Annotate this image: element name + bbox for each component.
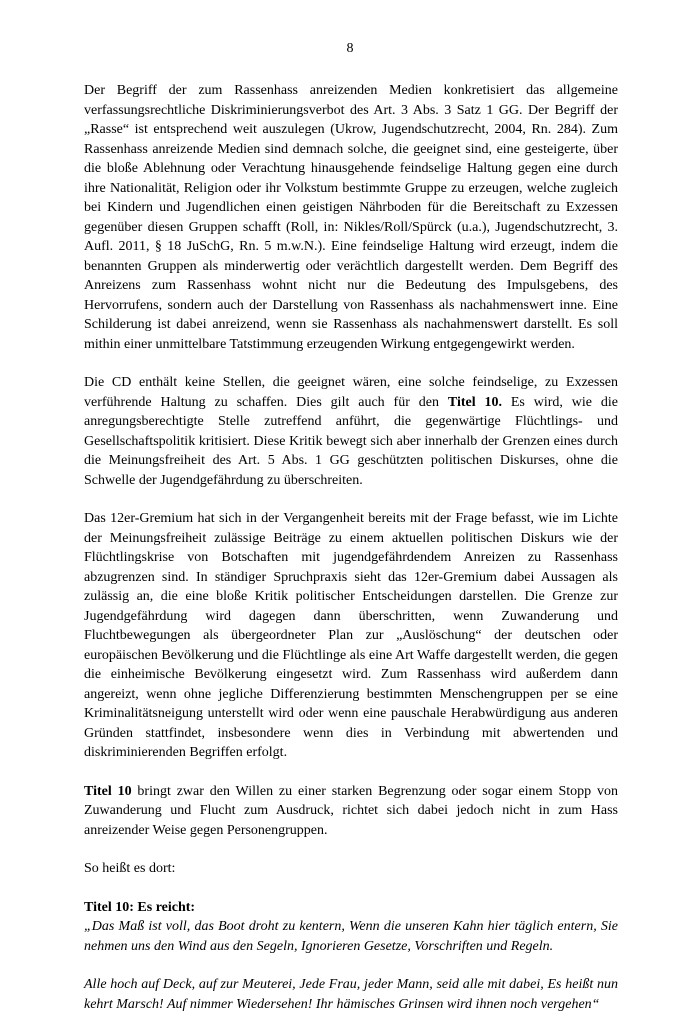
paragraph-text: Es wird, wie die anregungsberechtigte Stelle zutreffend anführt, die gegenwärtige Flüchtlings- und Gesellschaftspolitik kritisiert. Diese Kritik bewegt sich aber innerhalb der Grenzen eines durch die Meinungsfreiheit des Art. 5 Abs. 1 GG geschützten politischen Diskurses, ohne die Schwelle der Jugendgefährdung zu überschreiten.: [84, 394, 618, 488]
paragraph-committee-practice: Das 12er-Gremium hat sich in der Vergangenheit bereits mit der Frage befasst, wie im Lichte der Meinungsfreiheit zulässige Beiträge zu einem aktuellen politischen Diskurs wie der Flüchtlingskrise von Botschaften mit jugendgefährdendem Anreizen zu Rassenhass abzugrenzen sind. In ständiger Spruchpraxis sieht das 12er-Gremium dabei Aussagen als zulässig an, die eine bloße Kritik politischer Entscheidungen darstellen. Die Grenze zur Jugendgefährdung wird dagegen dann überschritten, wenn Zuwanderung und Fluchtbewegungen als übergeordneter Plan zur „Auslöschung“ der deutschen oder europäischen Bevölkerung und die Flüchtlinge als eine Art Waffe dargestellt werden, die gegen die einheimische Bevölkerung eingesetzt wird. Zum Rassenhass wird außerdem dann angereizt, wenn ohne jegliche Differenzierung bestimmten Menschengruppen per se eine Kriminalitätsneigung unterstellt wird oder wenn eine pauschale Herabwürdigung aus anderen Gründen stattfindet, insbesondere wenn dies in Verbindung mit abwertenden und diskriminierenden Begriffen erfolgt.: [84, 511, 618, 760]
lyrics-stanza-2: Alle hoch auf Deck, auf zur Meuterei, Jede Frau, jeder Mann, seid alle mit dabei, Es heißt nun kehrt Marsch! Auf nimmer Wiedersehen! Ihr hämisches Grinsen wird ihnen noch vergehen“: [84, 977, 618, 1012]
title-reference: Titel 10: [84, 783, 132, 799]
paragraph-text: bringt zwar den Willen zu einer starken Begrenzung oder sogar einem Stopp von Zuwanderung und Flucht zum Ausdruck, richtet sich dabei jedoch nicht in zum Hass anreizender Weise gegen Personengruppen.: [84, 783, 619, 838]
paragraph-title-10: [84, 782, 618, 841]
paragraph-cd-assessment: [84, 373, 618, 490]
title-reference: Titel 10.: [447, 394, 502, 410]
paragraph-intro-quote: So heißt es dort:: [84, 861, 176, 876]
lyrics-title: Titel 10: Es reicht:: [84, 899, 196, 915]
paragraph-text: Die CD enthält keine Stellen, die geeignet wären, eine solche feindselige, zu Exzessen verführende Haltung zu schaffen. Dies gilt auch für den: [84, 375, 618, 410]
lyrics-quote: [84, 898, 618, 957]
paragraph-definition: Der Begriff der zum Rassenhass anreizenden Medien konkretisiert das allgemeine verfassungsrechtliche Diskriminierungsverbot des Art. 3 Abs. 3 Satz 1 GG. Der Begriff der „Rasse“ ist entsprechend weit auszulegen (Ukrow, Jugendschutzrecht, 2004, Rn. 284). Zum Rassenhass anreizende Medien sind demnach solche, die geeignet sind, eine gesteigerte, über die bloße Ablehnung oder Verachtung hinausgehende feindselige Haltung gegen eine durch ihre Nationalität, Religion oder ihr Volkstum bestimmte Gruppe zu erzeugen, welche zugleich bei Kindern und Jugendlichen einen geistigen Nährboden für die Bereitschaft zu Exzessen gegenüber diesen Gruppen schafft (Roll, in: Nikles/Roll/Spürck (u.a.), Jugendschutzrecht, 3. Aufl. 2011, § 18 JuSchG, Rn. 5 m.w.N.). Eine feindselige Haltung wird erzeugt, indem die benannten Gruppen als minderwertig oder verächtlich dargestellt werden. Dem Begriff des Anreizens zum Rassenhass wohnt nicht nur die Bedeutung des Impulsgebens, des Hervorrufens, sondern auch der Darstellung von Rassenhass als nachahmenswert inne. Eine Schilderung ist dabei anreizend, wenn sie Rassenhass als nachahmenswert darstellt. Es soll mithin einer unmittelbare Tatstimmung erzeugenden Wirkung entgegengewirkt werden.: [84, 83, 618, 352]
lyrics-stanza-1: „Das Maß ist voll, das Boot droht zu kentern, Wenn die unseren Kahn hier täglich entern, Sie nehmen uns den Wind aus den Segeln, Ignorieren Gesetze, Vorschriften und Regeln.: [84, 919, 618, 954]
document-body: [84, 81, 618, 1014]
page-number: 8: [346, 41, 354, 56]
